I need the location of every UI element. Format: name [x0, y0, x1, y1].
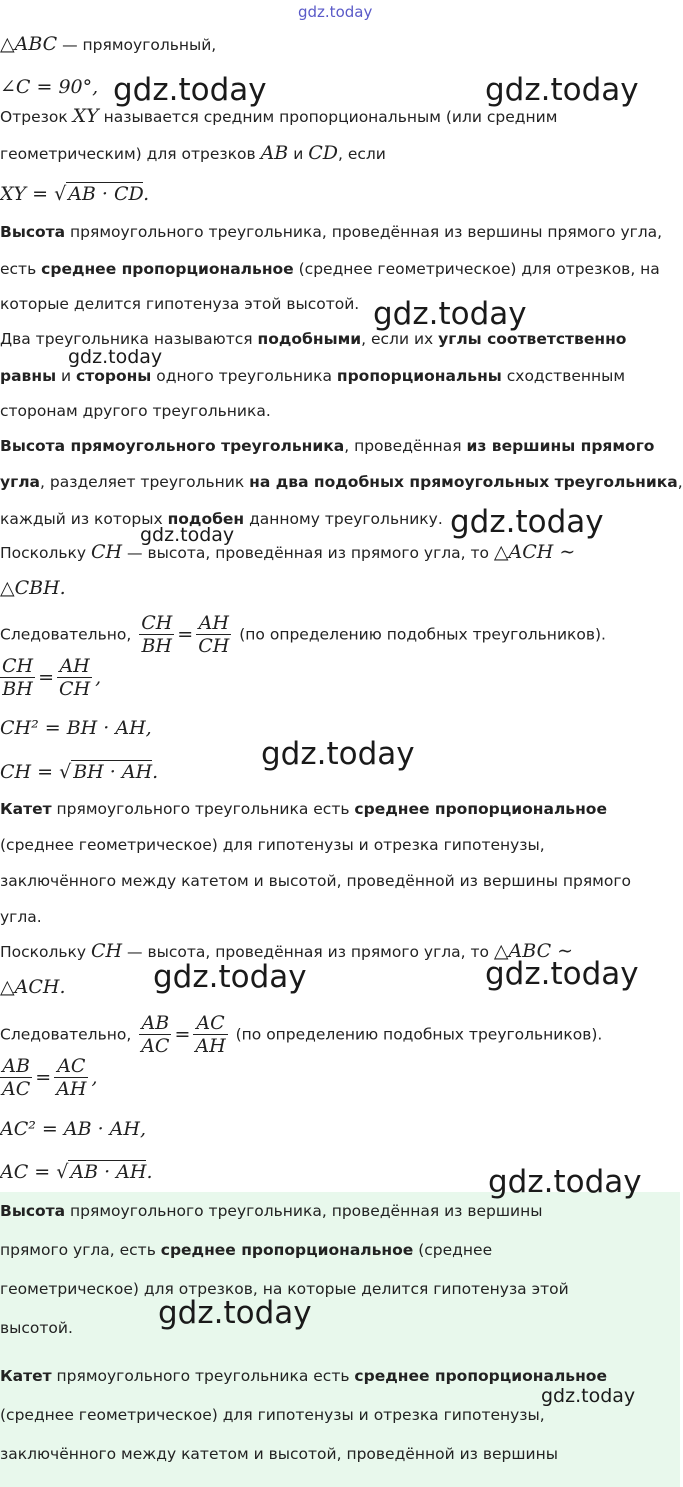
text-line: (среднее геометрическое) для гипотенузы и отрезка гипотенузы, [0, 836, 545, 854]
summary-line: Высота прямоугольного треугольника, проведённая из вершины [0, 1202, 543, 1220]
watermark: gdz.today [113, 72, 267, 108]
formula-line: △ACH. [0, 976, 66, 998]
fraction-line: Следовательно, $\frac{AB}{AC}$ = $\frac{AC}{AH}$ (по определению подобных треугольников). [0, 1012, 603, 1057]
text-line: равны и стороны одного треугольника пропорциональны сходственным [0, 367, 626, 385]
watermark: gdz.today [485, 956, 639, 992]
formula-line: AC = √ AB · AH. [0, 1161, 153, 1183]
watermark: gdz.today [373, 296, 527, 332]
definition-line: геометрическим) для отрезков AB и CD, если [0, 142, 386, 164]
summary-line: заключённого между катетом и высотой, проведённой из вершины [0, 1445, 558, 1463]
summary-line: геометрическое) для отрезков, на которые делится гипотенуза этой [0, 1280, 569, 1298]
text-line: каждый из которых подобен данному треугольнику. [0, 510, 443, 528]
text-line: угла. [0, 908, 42, 926]
formula-line: XY = √ AB · CD. [0, 183, 150, 205]
formula-line: AC² = AB · AH, [0, 1118, 147, 1140]
summary-line: Катет прямоугольного треугольника есть среднее пропорциональное [0, 1367, 607, 1385]
fraction: $\frac{AB}{AC}$ [141, 1012, 170, 1057]
watermark: gdz.today [68, 346, 163, 368]
text-line: Поскольку CH — высота, проведённая из прямого угла, то △ABC ∼ [0, 940, 574, 962]
fraction: $\frac{AC}{AH}$ [56, 1055, 87, 1100]
angle-line: ∠C = 90°, [0, 76, 99, 98]
summary-line: прямого угла, есть среднее пропорциональное (среднее [0, 1241, 493, 1259]
watermark: gdz.today [485, 72, 639, 108]
summary-line: высотой. [0, 1319, 73, 1337]
text-line: угла, разделяет треугольник на два подобных прямоугольных треугольника, [0, 473, 683, 491]
text-line: Два треугольника называются подобными, если их углы соответственно [0, 330, 627, 348]
triangle-abc: △ABC [0, 33, 58, 55]
formula-line: CH = √ BH · AH. [0, 761, 159, 783]
summary-line: (среднее геометрическое) для гипотенузы и отрезка гипотенузы, [0, 1406, 545, 1424]
text-line: заключённого между катетом и высотой, проведённой из вершины прямого [0, 872, 631, 890]
fraction: $\frac{CH}{BH}$ [141, 612, 173, 657]
watermark: gdz.today [140, 524, 235, 546]
fraction-line: Следовательно, $\frac{CH}{BH}$ = $\frac{AH}{CH}$ (по определению подобных треугольников). [0, 612, 606, 657]
fraction-line: $\frac{AB}{AC}$ = $\frac{AC}{AH}$ , [2, 1055, 98, 1100]
text-line: есть среднее пропорциональное (среднее геометрическое) для отрезков, на [0, 260, 660, 278]
fraction-line: $\frac{CH}{BH}$ = $\frac{AH}{CH}$ , [2, 655, 102, 700]
text-line: Высота прямоугольного треугольника, проведённая из вершины прямого [0, 437, 655, 455]
watermark: gdz.today [158, 1295, 312, 1331]
watermark: gdz.today [261, 736, 415, 772]
watermark: gdz.today [488, 1164, 642, 1200]
summary-box [0, 1192, 680, 1487]
definition-line: Отрезок XY называется средним пропорциональным (или средним [0, 105, 558, 127]
watermark-top: gdz.today [298, 3, 373, 21]
fraction: $\frac{AC}{AH}$ [195, 1012, 226, 1057]
formula-line: △CBH. [0, 577, 66, 599]
watermark: gdz.today [541, 1385, 636, 1407]
text-line: Катет прямоугольного треугольника есть среднее пропорциональное [0, 800, 607, 818]
fraction: $\frac{CH}{BH}$ [2, 655, 34, 700]
text-line: Поскольку CH — высота, проведённая из прямого угла, то △ACH ∼ [0, 541, 576, 563]
statement-line: △ABC — прямоугольный, [0, 33, 217, 55]
watermark: gdz.today [153, 959, 307, 995]
fraction: $\frac{AH}{CH}$ [59, 655, 91, 700]
text-line: которые делится гипотенуза этой высотой. [0, 295, 360, 313]
text-line: Высота прямоугольного треугольника, проведённая из вершины прямого угла, [0, 223, 663, 241]
fraction: $\frac{AB}{AC}$ [2, 1055, 31, 1100]
formula-line: CH² = BH · AH, [0, 717, 152, 739]
watermark: gdz.today [450, 504, 604, 540]
fraction: $\frac{AH}{CH}$ [198, 612, 230, 657]
text-line: сторонам другого треугольника. [0, 402, 271, 420]
